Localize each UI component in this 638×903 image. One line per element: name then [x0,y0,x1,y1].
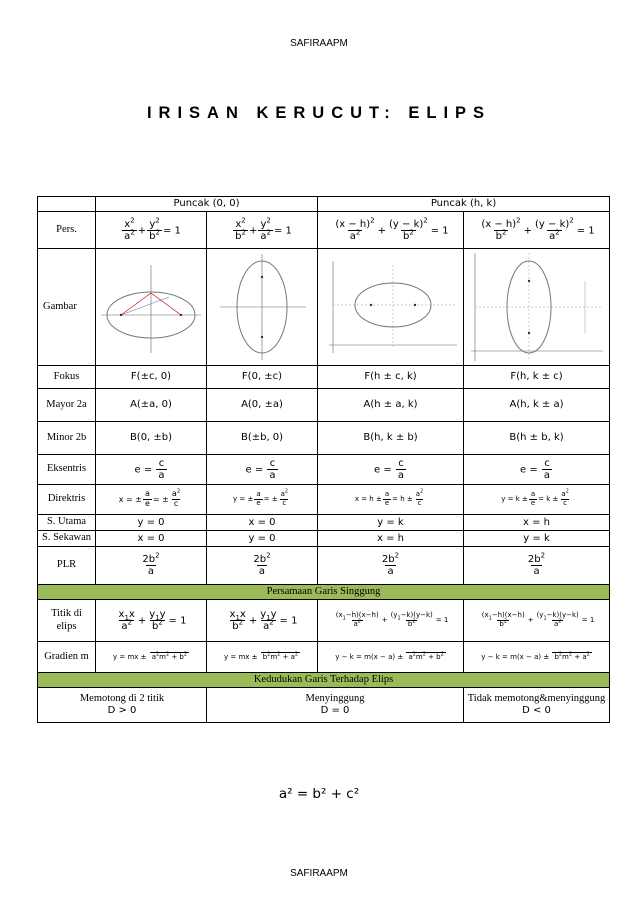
direktris-3: x = h ± $\frac{a}{e}$ = h ± $\frac{a^2}{c}$ [318,485,464,515]
gradien-2: y = mx ± $b^2m^2 + a^2$ [207,642,318,673]
row-pers [38,212,610,249]
direktris-2: y = ± $\frac{a}{e}$ = ± $\frac{a^2}{c}$ [207,485,318,515]
s-sekawan-1: x = 0 [96,531,207,547]
eq-vertical-hk: $\frac{(x - h)^2}{b^2}$ + $\frac{(y - k)^2}{a^2}$ = 1 [464,212,610,249]
s-utama-4: x = h [464,515,610,531]
page-header: SAFIRAAPM [290,38,348,49]
kedudukan-tidak-cond: D < 0 [522,705,551,717]
minor-1: B(0, ±b) [96,422,207,455]
titik-2: $\frac{x_1x}{b^2}$ + $\frac{y_1y}{a^2}$ = 1 [207,600,318,642]
graph-horizontal-hk [318,249,464,366]
ellipse-horizontal-graph [99,257,203,357]
ellipse-vertical-graph [210,252,314,362]
fokus-4: F(h, k ± c) [464,366,610,389]
header-row [38,197,610,212]
titik-4: $\frac{(x_1-h)(x-h)}{b^2}$ + $\frac{(y_1-k)(y-k)}{a^2}$ = 1 [464,600,610,642]
header-hk: Puncak (h, k) [318,197,610,212]
plr-2: $\frac{2b^2}{a}$ [207,547,318,585]
kedudukan-memotong-label: Memotong di 2 titik [79,693,165,705]
label-fokus: Fokus [38,366,96,389]
band-row-garis [38,585,610,600]
band-kedudukan: Kedudukan Garis Terhadap Elips [38,673,610,688]
kedudukan-menyinggung-cond: D = 0 [320,705,350,717]
fokus-1: F(±c, 0) [96,366,207,389]
header-center: Puncak (0, 0) [96,197,318,212]
label-direktris: Direktris [38,485,96,515]
label-s-utama: S. Utama [38,515,96,531]
s-utama-2: x = 0 [207,515,318,531]
ellipse-vertical-hk-graph [467,251,607,363]
s-sekawan-2: y = 0 [207,531,318,547]
eksentris-1: e = $\frac{c}{a}$ [96,455,207,485]
mayor-1: A(±a, 0) [96,389,207,422]
row-kedudukan [38,688,610,723]
mayor-2: A(0, ±a) [207,389,318,422]
kedudukan-menyinggung [207,688,464,723]
graph-vertical-hk [464,249,610,366]
minor-2: B(±b, 0) [207,422,318,455]
eksentris-2: e = $\frac{c}{a}$ [207,455,318,485]
row-minor [38,422,610,455]
kedudukan-memotong [38,688,207,723]
eq-horizontal-center: $\frac{x^2}{a^2}$ + $\frac{y^2}{b^2}$ = 1 [96,212,207,249]
eksentris-3: e = $\frac{c}{a}$ [318,455,464,485]
label-minor: Minor 2b [38,422,96,455]
band-row-kedudukan [38,673,610,688]
eq-vertical-center: $\frac{x^2}{b^2}$ + $\frac{y^2}{a^2}$ = 1 [207,212,318,249]
direktris-1: x = ± $\frac{a}{e}$ = ± $\frac{a^2}{c}$ [96,485,207,515]
eksentris-4: e = $\frac{c}{a}$ [464,455,610,485]
s-utama-3: y = k [318,515,464,531]
row-plr [38,547,610,585]
s-utama-1: y = 0 [96,515,207,531]
row-gambar [38,249,610,366]
row-direktris [38,485,610,515]
row-s-sekawan [38,531,610,547]
gradien-3: $y - k = m(x - a) \pm a^2m^2 + b^2$ [318,642,464,673]
label-mayor: Mayor 2a [38,389,96,422]
plr-4: $\frac{2b^2}{a}$ [464,547,610,585]
kedudukan-menyinggung-label: Menyinggung [305,693,365,705]
page-title: IRISAN KERUCUT: ELIPS [146,104,492,122]
s-sekawan-3: x = h [318,531,464,547]
label-plr: PLR [38,547,96,585]
plr-1: $\frac{2b^2}{a}$ [96,547,207,585]
minor-3: B(h, k ± b) [318,422,464,455]
titik-3: $\frac{(x_1-h)(x-h)}{a^2}$ + $\frac{(y_1-k)(y-k)}{b^2}$ = 1 [318,600,464,642]
row-eksentris [38,455,610,485]
row-titik [38,600,610,642]
ellipse-horizontal-hk-graph [321,257,461,357]
band-garis-singgung: Persamaan Garis Singgung [38,585,610,600]
label-titik: Titik di elips [38,600,96,642]
row-fokus [38,366,610,389]
label-s-sekawan: S. Sekawan [38,531,96,547]
row-s-utama [38,515,610,531]
mayor-3: A(h ± a, k) [318,389,464,422]
label-pers: Pers. [38,212,96,249]
row-mayor [38,389,610,422]
label-gradien: Gradien m [38,642,96,673]
kedudukan-tidak-label: Tidak memotong&menyinggung [467,693,606,705]
plr-3: $\frac{2b^2}{a}$ [318,547,464,585]
ellipse-table [37,196,610,723]
s-sekawan-4: y = k [464,531,610,547]
minor-4: B(h ± b, k) [464,422,610,455]
kedudukan-tidak [464,688,610,723]
gradien-1: y = mx ± $a^2m^2 + b^2$ [96,642,207,673]
bottom-formula: a² = b² + c² [278,786,360,802]
page-footer: SAFIRAAPM [290,868,348,879]
graph-vertical-center [207,249,318,366]
gradien-4: $y - k = m(x - a) \pm b^2m^2 + a^2$ [464,642,610,673]
label-gambar: Gambar [38,249,96,366]
graph-horizontal-center [96,249,207,366]
corner-cell [38,197,96,212]
mayor-4: A(h, k ± a) [464,389,610,422]
kedudukan-memotong-cond: D > 0 [107,705,137,717]
fokus-3: F(h ± c, k) [318,366,464,389]
row-gradien [38,642,610,673]
fokus-2: F(0, ±c) [207,366,318,389]
direktris-4: y = k ± $\frac{a}{e}$ = k ± $\frac{a^2}{c}$ [464,485,610,515]
eq-horizontal-hk: $\frac{(x - h)^2}{a^2}$ + $\frac{(y - k)^2}{b^2}$ = 1 [318,212,464,249]
label-eksentris: Eksentris [38,455,96,485]
titik-1: $\frac{x_1x}{a^2}$ + $\frac{y_1y}{b^2}$ = 1 [96,600,207,642]
